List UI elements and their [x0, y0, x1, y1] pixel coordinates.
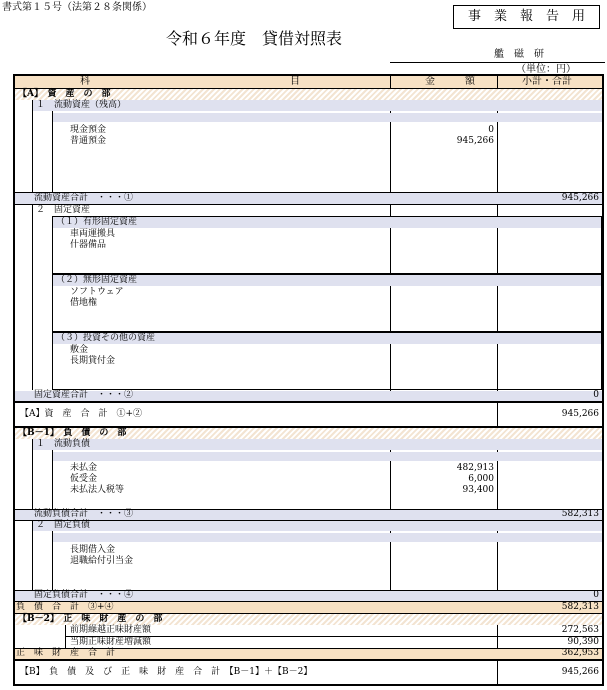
current-assets-heading: １ 流動資産（残高） [36, 100, 127, 110]
current-assets-sub-line [52, 111, 53, 192]
net-assets-change-label: 当期正味財産増減額 [70, 637, 152, 647]
cash-value: 0 [488, 125, 494, 135]
column-item: 科 目 [80, 76, 300, 87]
final-total-value: 945,266 [561, 667, 599, 677]
assets-indent-line [32, 100, 33, 192]
fixed-liability-item-2: 退職給付引当金 [70, 556, 134, 566]
fixed-liability-item-1: 長期借入金 [70, 545, 116, 555]
liabilities-total-value: 582,313 [561, 602, 599, 612]
final-total-top-line [15, 659, 602, 661]
fixed-liabilities-total-value: 0 [593, 590, 599, 600]
current-liabilities-total-label: 流動負債合計 ・・・③ [34, 509, 134, 519]
cash-label: 現金預金 [70, 125, 107, 135]
liabilities-total-label: 負 債 合 計 ③+④ [16, 602, 114, 612]
liabilities-header: 【B－1】 負 債 の 部 [18, 428, 127, 438]
assets-total-divider [497, 403, 498, 426]
assets-header: 【A】 資 産 の 部 [18, 89, 111, 99]
assets-total-top-line [15, 401, 602, 403]
current-assets-total-value: 945,266 [561, 193, 599, 203]
fixed-liabilities-heading-row [33, 521, 602, 531]
tangible-item-1: 車両運搬具 [70, 229, 116, 239]
report-label: 事 業 報 告 用 [467, 9, 585, 24]
net-assets-total-label: 正 味 財 産 合 計 [16, 648, 116, 658]
fixed-liabilities-heading: ２ 固定負債 [36, 520, 91, 530]
current-liabilities-heading: １ 流動負債 [36, 439, 91, 449]
received-value: 6,000 [468, 474, 494, 484]
org-name: 艦 磁 研 [494, 49, 544, 60]
fixed-assets-top-line [15, 204, 602, 205]
column-subtotal: 小計・合計 [522, 76, 572, 87]
current-liabilities-heading-row [33, 439, 602, 450]
org-underline [390, 62, 605, 63]
report-label-box [453, 5, 600, 29]
current-assets-band [52, 113, 602, 122]
deposit-label: 普通預金 [70, 136, 107, 146]
net-assets-change-value: 90,390 [567, 637, 599, 647]
unpaid-value: 482,913 [456, 463, 494, 473]
investment-heading: （３）投資その他の資産 [56, 333, 156, 343]
received-label: 仮受金 [70, 474, 98, 484]
deposit-value: 945,266 [456, 136, 494, 146]
unpaid-label: 未払金 [70, 463, 98, 473]
assets-total-value: 945,266 [561, 409, 599, 419]
tangible-heading: （１）有形固定資産 [56, 217, 138, 227]
previous-net-assets-label: 前期繰越正味財産額 [70, 625, 152, 635]
intangible-heading: （２）無形固定資産 [56, 275, 138, 285]
fixed-assets-total-value: 0 [593, 390, 599, 400]
current-liabilities-band [53, 452, 602, 461]
previous-net-assets-value: 272,563 [561, 625, 599, 635]
investment-item-2: 長期貸付金 [70, 356, 116, 366]
intangible-item-2: 借地権 [70, 298, 98, 308]
fixed-assets-indent-line [32, 204, 33, 390]
current-assets-total-label: 流動資産合計 ・・・① [34, 193, 134, 203]
current-liabilities-total-value: 582,313 [561, 509, 599, 519]
page-title: 令和６年度 貸借対照表 [166, 29, 343, 48]
form-number: 書式第１５号（法第２８条関係） [2, 2, 152, 13]
net-assets-total-value: 362,953 [561, 648, 599, 658]
final-total-divider [497, 661, 498, 684]
net-assets-header: 【B－2】 正 味 財 産 の 部 [18, 614, 163, 624]
column-amount: 金 額 [425, 76, 475, 87]
intangible-item-1: ソフトウェア [70, 287, 124, 297]
fixed-liabilities-band [53, 533, 602, 542]
tax-value: 93,400 [462, 485, 494, 495]
tangible-item-2: 什器備品 [70, 240, 107, 250]
unit-label: （単位：円） [516, 64, 576, 75]
investment-item-1: 敷金 [70, 345, 89, 355]
fixed-assets-total-label: 固定資産合計 ・・・② [34, 390, 134, 400]
fixed-assets-heading: ２ 固定資産 [36, 205, 91, 215]
final-total-label: 【B】 負 債 及 び 正 味 財 産 合 計 【B－1】＋【B－2】 [20, 667, 313, 677]
tax-label: 未払法人税等 [70, 485, 125, 495]
assets-total-label: 【A】資 産 合 計 ①+② [20, 409, 143, 419]
fixed-liabilities-total-label: 固定負債合計 ・・・④ [34, 590, 134, 600]
